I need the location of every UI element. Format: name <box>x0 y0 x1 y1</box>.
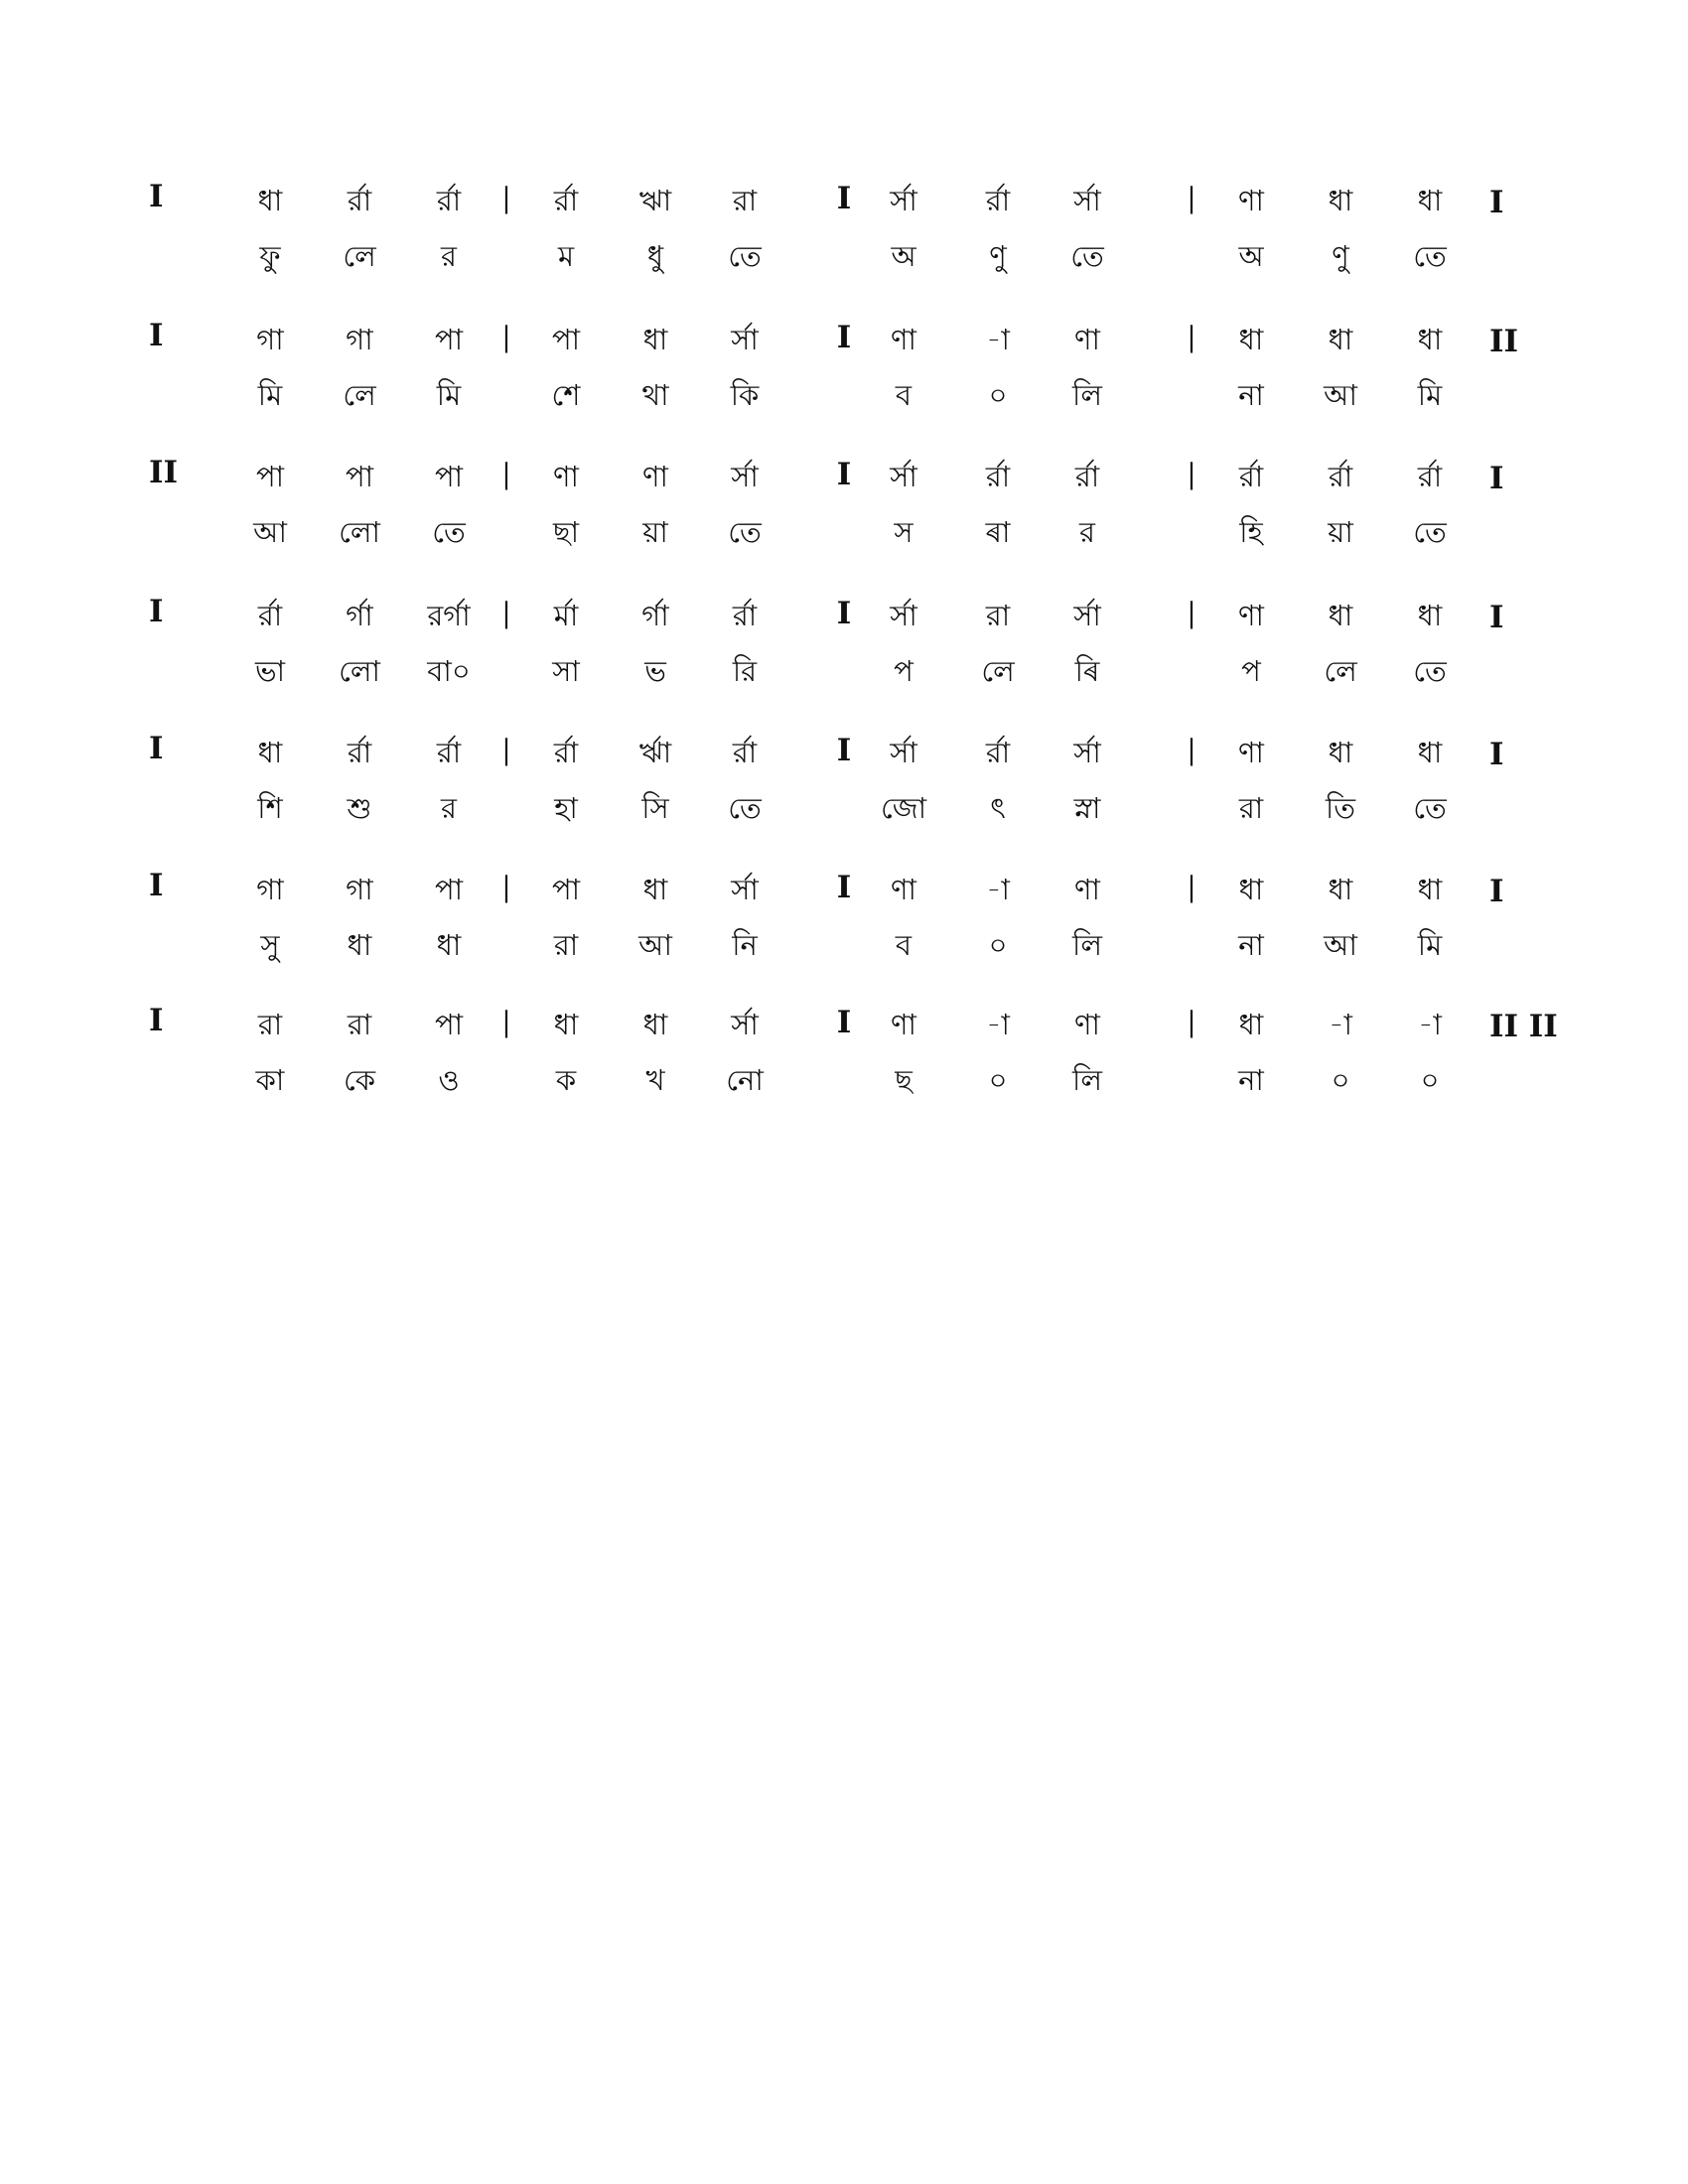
lyric-syllable: ধু <box>646 239 664 273</box>
swara-note: গা <box>346 323 373 356</box>
swara-note: পা <box>434 1008 464 1041</box>
barline: | <box>1187 734 1196 766</box>
swara-note: র্সা <box>1073 599 1101 632</box>
close-barline: I <box>1489 461 1504 496</box>
swara-note: ধা <box>1238 873 1264 906</box>
swara-note: ণা <box>1238 736 1264 769</box>
lyric-syllable: রা <box>553 928 579 962</box>
close-barline: I <box>1489 600 1504 635</box>
barline: | <box>501 321 511 353</box>
swara-note: ধা <box>1417 873 1443 906</box>
notation-line <box>149 1003 1558 1130</box>
open-barline: I <box>149 731 164 766</box>
lyric-syllable: নি <box>732 928 758 962</box>
barline: | <box>1187 597 1196 629</box>
lyric-syllable: ০ <box>988 378 1008 412</box>
lyric-syllable: র <box>441 791 457 825</box>
swara-note: র্সা <box>731 1008 759 1041</box>
swara-note: র্রা <box>347 736 372 769</box>
swara-note: র্রা <box>732 736 758 769</box>
swara-note: ধা <box>1417 736 1443 769</box>
barline: I <box>836 1005 852 1040</box>
swara-note: পা <box>434 873 464 906</box>
swara-note: ধা <box>1417 599 1443 632</box>
lyric-syllable: ভ <box>644 654 666 688</box>
lyric-syllable: নো <box>726 1063 764 1097</box>
lyric-syllable: ছ <box>895 1063 913 1097</box>
barline: I <box>836 596 852 631</box>
swara-note: ধা <box>257 736 283 769</box>
lyric-syllable: তে <box>1070 239 1104 273</box>
barline: | <box>1187 458 1196 490</box>
notation-line <box>149 870 1519 995</box>
swara-note: র্সা <box>1073 736 1101 769</box>
lyric-syllable: অ <box>891 239 916 273</box>
swara-note: ণা <box>891 873 916 906</box>
swara-note: পা <box>255 460 285 493</box>
open-barline: I <box>149 868 164 903</box>
barline: I <box>836 320 852 355</box>
lyric-syllable: কে <box>343 1063 376 1097</box>
swara-note: গা <box>346 873 373 906</box>
swara-note: গা <box>256 323 284 356</box>
swara-note: র্সা <box>890 736 917 769</box>
open-barline: II <box>149 455 179 490</box>
swara-note: ণা <box>1238 599 1264 632</box>
lyric-syllable: ধা <box>347 928 372 962</box>
lyric-syllable: রি <box>732 654 758 688</box>
lyric-syllable: সি <box>641 791 669 825</box>
swara-note: রা <box>732 184 758 217</box>
barline: | <box>1187 182 1196 214</box>
swara-note: ধা <box>1328 184 1353 217</box>
swara-note: রা <box>257 1008 283 1041</box>
lyric-syllable: ০ <box>1420 1063 1440 1097</box>
lyric-syllable: রা <box>1238 791 1264 825</box>
notation-line <box>149 457 1519 582</box>
lyric-syllable: না <box>1238 1063 1264 1097</box>
notation-line <box>149 320 1519 445</box>
lyric-syllable: ভা <box>254 654 286 688</box>
swara-note: র্রা <box>985 460 1011 493</box>
lyric-syllable: প <box>1241 654 1261 688</box>
swara-note: র্রা <box>553 184 579 217</box>
swara-note: ধা <box>1328 736 1353 769</box>
lyric-syllable: আ <box>1324 928 1357 962</box>
lyric-syllable: তে <box>728 515 762 549</box>
swara-note: -া <box>986 323 1010 356</box>
swara-note: র্রা <box>1238 460 1264 493</box>
barline: | <box>1187 871 1196 903</box>
lyric-syllable: শে <box>551 378 581 412</box>
swara-note: ণা <box>1074 1008 1100 1041</box>
lyric-syllable: খ <box>645 1063 665 1097</box>
swara-note: ণা <box>642 460 668 493</box>
lyric-syllable: মি <box>1417 928 1443 962</box>
swara-note: র্রা <box>1328 460 1353 493</box>
close-barline: I <box>1489 874 1504 909</box>
lyric-syllable: আ <box>253 515 287 549</box>
lyric-syllable: সু <box>260 928 280 962</box>
open-barline: I <box>149 594 164 629</box>
swara-note: ধা <box>1328 873 1353 906</box>
swara-note: র্রা <box>985 736 1011 769</box>
notation-line <box>149 181 1519 306</box>
close-barline: II <box>1489 324 1519 359</box>
swara-note: পা <box>551 873 581 906</box>
barline: I <box>836 181 852 216</box>
lyric-syllable: তে <box>1413 654 1447 688</box>
lyric-syllable: ও <box>438 1063 460 1097</box>
lyric-syllable: তে <box>1413 515 1447 549</box>
lyric-syllable: হি <box>1239 515 1263 549</box>
lyric-syllable: আ <box>638 928 672 962</box>
lyric-syllable: স <box>894 515 914 549</box>
barline: | <box>501 182 511 214</box>
lyric-syllable: ৰা <box>985 515 1011 549</box>
lyric-syllable: কি <box>730 378 760 412</box>
swara-note: ধা <box>1238 323 1264 356</box>
lyric-syllable: তে <box>728 791 762 825</box>
lyric-syllable: না <box>1238 928 1264 962</box>
swara-note: ধা <box>1238 1008 1264 1041</box>
barline: | <box>1187 1006 1196 1038</box>
swara-note: ধা <box>1328 323 1353 356</box>
swara-note: র্সা <box>890 599 917 632</box>
lyric-syllable: লো <box>339 654 380 688</box>
swara-note: পা <box>345 460 374 493</box>
lyric-syllable: লো <box>339 515 380 549</box>
swara-note: ণা <box>891 1008 916 1041</box>
lyric-syllable: তে <box>1413 791 1447 825</box>
barline: | <box>501 871 511 903</box>
lyric-syllable: ধা <box>436 928 462 962</box>
open-barline: I <box>149 179 164 214</box>
lyric-syllable: ম <box>557 239 575 273</box>
swara-note: র্রা <box>553 736 579 769</box>
swara-note: র্মা <box>553 599 579 632</box>
swara-note: ধা <box>642 323 668 356</box>
swara-note: ধা <box>553 1008 579 1041</box>
swara-note: ধা <box>642 1008 668 1041</box>
lyric-syllable: তে <box>432 515 466 549</box>
lyric-syllable: অ <box>1238 239 1264 273</box>
swara-note: ণা <box>1074 323 1100 356</box>
notation-line <box>149 596 1519 721</box>
swara-note: ধা <box>1417 184 1443 217</box>
swara-note: গা <box>256 873 284 906</box>
swara-note: ঋা <box>638 184 672 217</box>
swara-note: র্সা <box>731 460 759 493</box>
swara-note: র্সা <box>890 184 917 217</box>
close-barline: II II <box>1489 1009 1558 1044</box>
lyric-syllable: ৎ <box>990 791 1006 825</box>
swara-note: র্সা <box>890 460 917 493</box>
swara-note: ণা <box>891 323 916 356</box>
lyric-syllable: ব <box>895 928 913 962</box>
swara-note: ণা <box>1074 873 1100 906</box>
close-barline: I <box>1489 737 1504 772</box>
lyric-syllable: ছা <box>553 515 579 549</box>
lyric-syllable: ব <box>895 378 913 412</box>
swara-note: র্সা <box>731 873 759 906</box>
swara-note: ণা <box>553 460 579 493</box>
lyric-syllable: লে <box>981 654 1015 688</box>
swara-note: র্রা <box>1074 460 1100 493</box>
lyric-syllable: মি <box>257 378 283 412</box>
swara-note: রর্গা <box>427 599 471 632</box>
notation-line <box>149 733 1519 858</box>
lyric-syllable: ০ <box>988 928 1008 962</box>
swara-note: ধা <box>257 184 283 217</box>
lyric-syllable: তে <box>728 239 762 273</box>
lyric-syllable: র <box>441 239 457 273</box>
barline: | <box>501 458 511 490</box>
swara-note: র্রা <box>436 184 462 217</box>
barline: | <box>501 597 511 629</box>
lyric-syllable: য়া <box>642 515 668 549</box>
swara-note: ধা <box>642 873 668 906</box>
open-barline: I <box>149 318 164 353</box>
lyric-syllable: না <box>1238 378 1264 412</box>
swara-note: র্রা <box>257 599 283 632</box>
lyric-syllable: শি <box>257 791 283 825</box>
barline: | <box>501 1006 511 1038</box>
lyric-syllable: মি <box>436 378 462 412</box>
swara-note: রা <box>347 1008 372 1041</box>
swara-note: র্ঋা <box>638 736 672 769</box>
swara-note: পা <box>551 323 581 356</box>
close-barline: I <box>1489 185 1504 220</box>
lyric-syllable: কা <box>255 1063 285 1097</box>
lyric-syllable: থা <box>641 378 669 412</box>
barline: I <box>836 733 852 768</box>
lyric-syllable: লে <box>343 239 376 273</box>
lyric-syllable: স্না <box>1073 791 1101 825</box>
swara-note: -া <box>1329 1008 1352 1041</box>
lyric-syllable: জো <box>880 791 927 825</box>
lyric-syllable: লে <box>1324 654 1357 688</box>
lyric-syllable: সা <box>552 654 580 688</box>
lyric-syllable: ০ <box>988 1063 1008 1097</box>
swara-note: র্রা <box>347 184 372 217</box>
swara-note: র্গা <box>346 599 373 632</box>
swara-note: র্সা <box>731 323 759 356</box>
swara-note: র্রা <box>732 599 758 632</box>
lyric-syllable: হা <box>554 791 578 825</box>
lyric-syllable: ণু <box>989 239 1007 273</box>
barline: | <box>1187 321 1196 353</box>
swara-note: -া <box>986 1008 1010 1041</box>
lyric-syllable: লি <box>1072 1063 1102 1097</box>
lyric-syllable: ৰি <box>1074 654 1100 688</box>
swara-note: পা <box>434 460 464 493</box>
swara-note: ধা <box>1328 599 1353 632</box>
lyric-syllable: লে <box>343 378 376 412</box>
lyric-syllable: তি <box>1325 791 1356 825</box>
swara-note: পা <box>434 323 464 356</box>
lyric-syllable: আ <box>1324 378 1357 412</box>
lyric-syllable: য়া <box>1328 515 1353 549</box>
lyric-syllable: র <box>1079 515 1095 549</box>
lyric-syllable: লি <box>1072 378 1102 412</box>
swara-note: র্সা <box>1073 184 1101 217</box>
open-barline: I <box>149 1003 164 1038</box>
lyric-syllable: তে <box>1413 239 1447 273</box>
lyric-syllable: শু <box>347 791 372 825</box>
swara-note: র্গা <box>641 599 669 632</box>
swara-note: -া <box>1418 1008 1442 1041</box>
lyric-syllable: মি <box>1417 378 1443 412</box>
lyric-syllable: ণু <box>1332 239 1349 273</box>
swara-note: ধা <box>1417 323 1443 356</box>
lyric-syllable: প <box>894 654 914 688</box>
lyric-syllable: ০ <box>1331 1063 1350 1097</box>
lyric-syllable: ফু <box>259 239 281 273</box>
swara-note: র্রা <box>985 184 1011 217</box>
barline: I <box>836 870 852 905</box>
swara-note: -া <box>986 873 1010 906</box>
lyric-syllable: ক <box>555 1063 577 1097</box>
swara-note: রা <box>985 599 1011 632</box>
lyric-syllable: লি <box>1072 928 1102 962</box>
swara-note: র্রা <box>1417 460 1443 493</box>
swara-note: ণা <box>1238 184 1264 217</box>
lyric-syllable: বা০ <box>427 654 471 688</box>
barline: I <box>836 457 852 492</box>
swara-note: র্রা <box>436 736 462 769</box>
barline: | <box>501 734 511 766</box>
